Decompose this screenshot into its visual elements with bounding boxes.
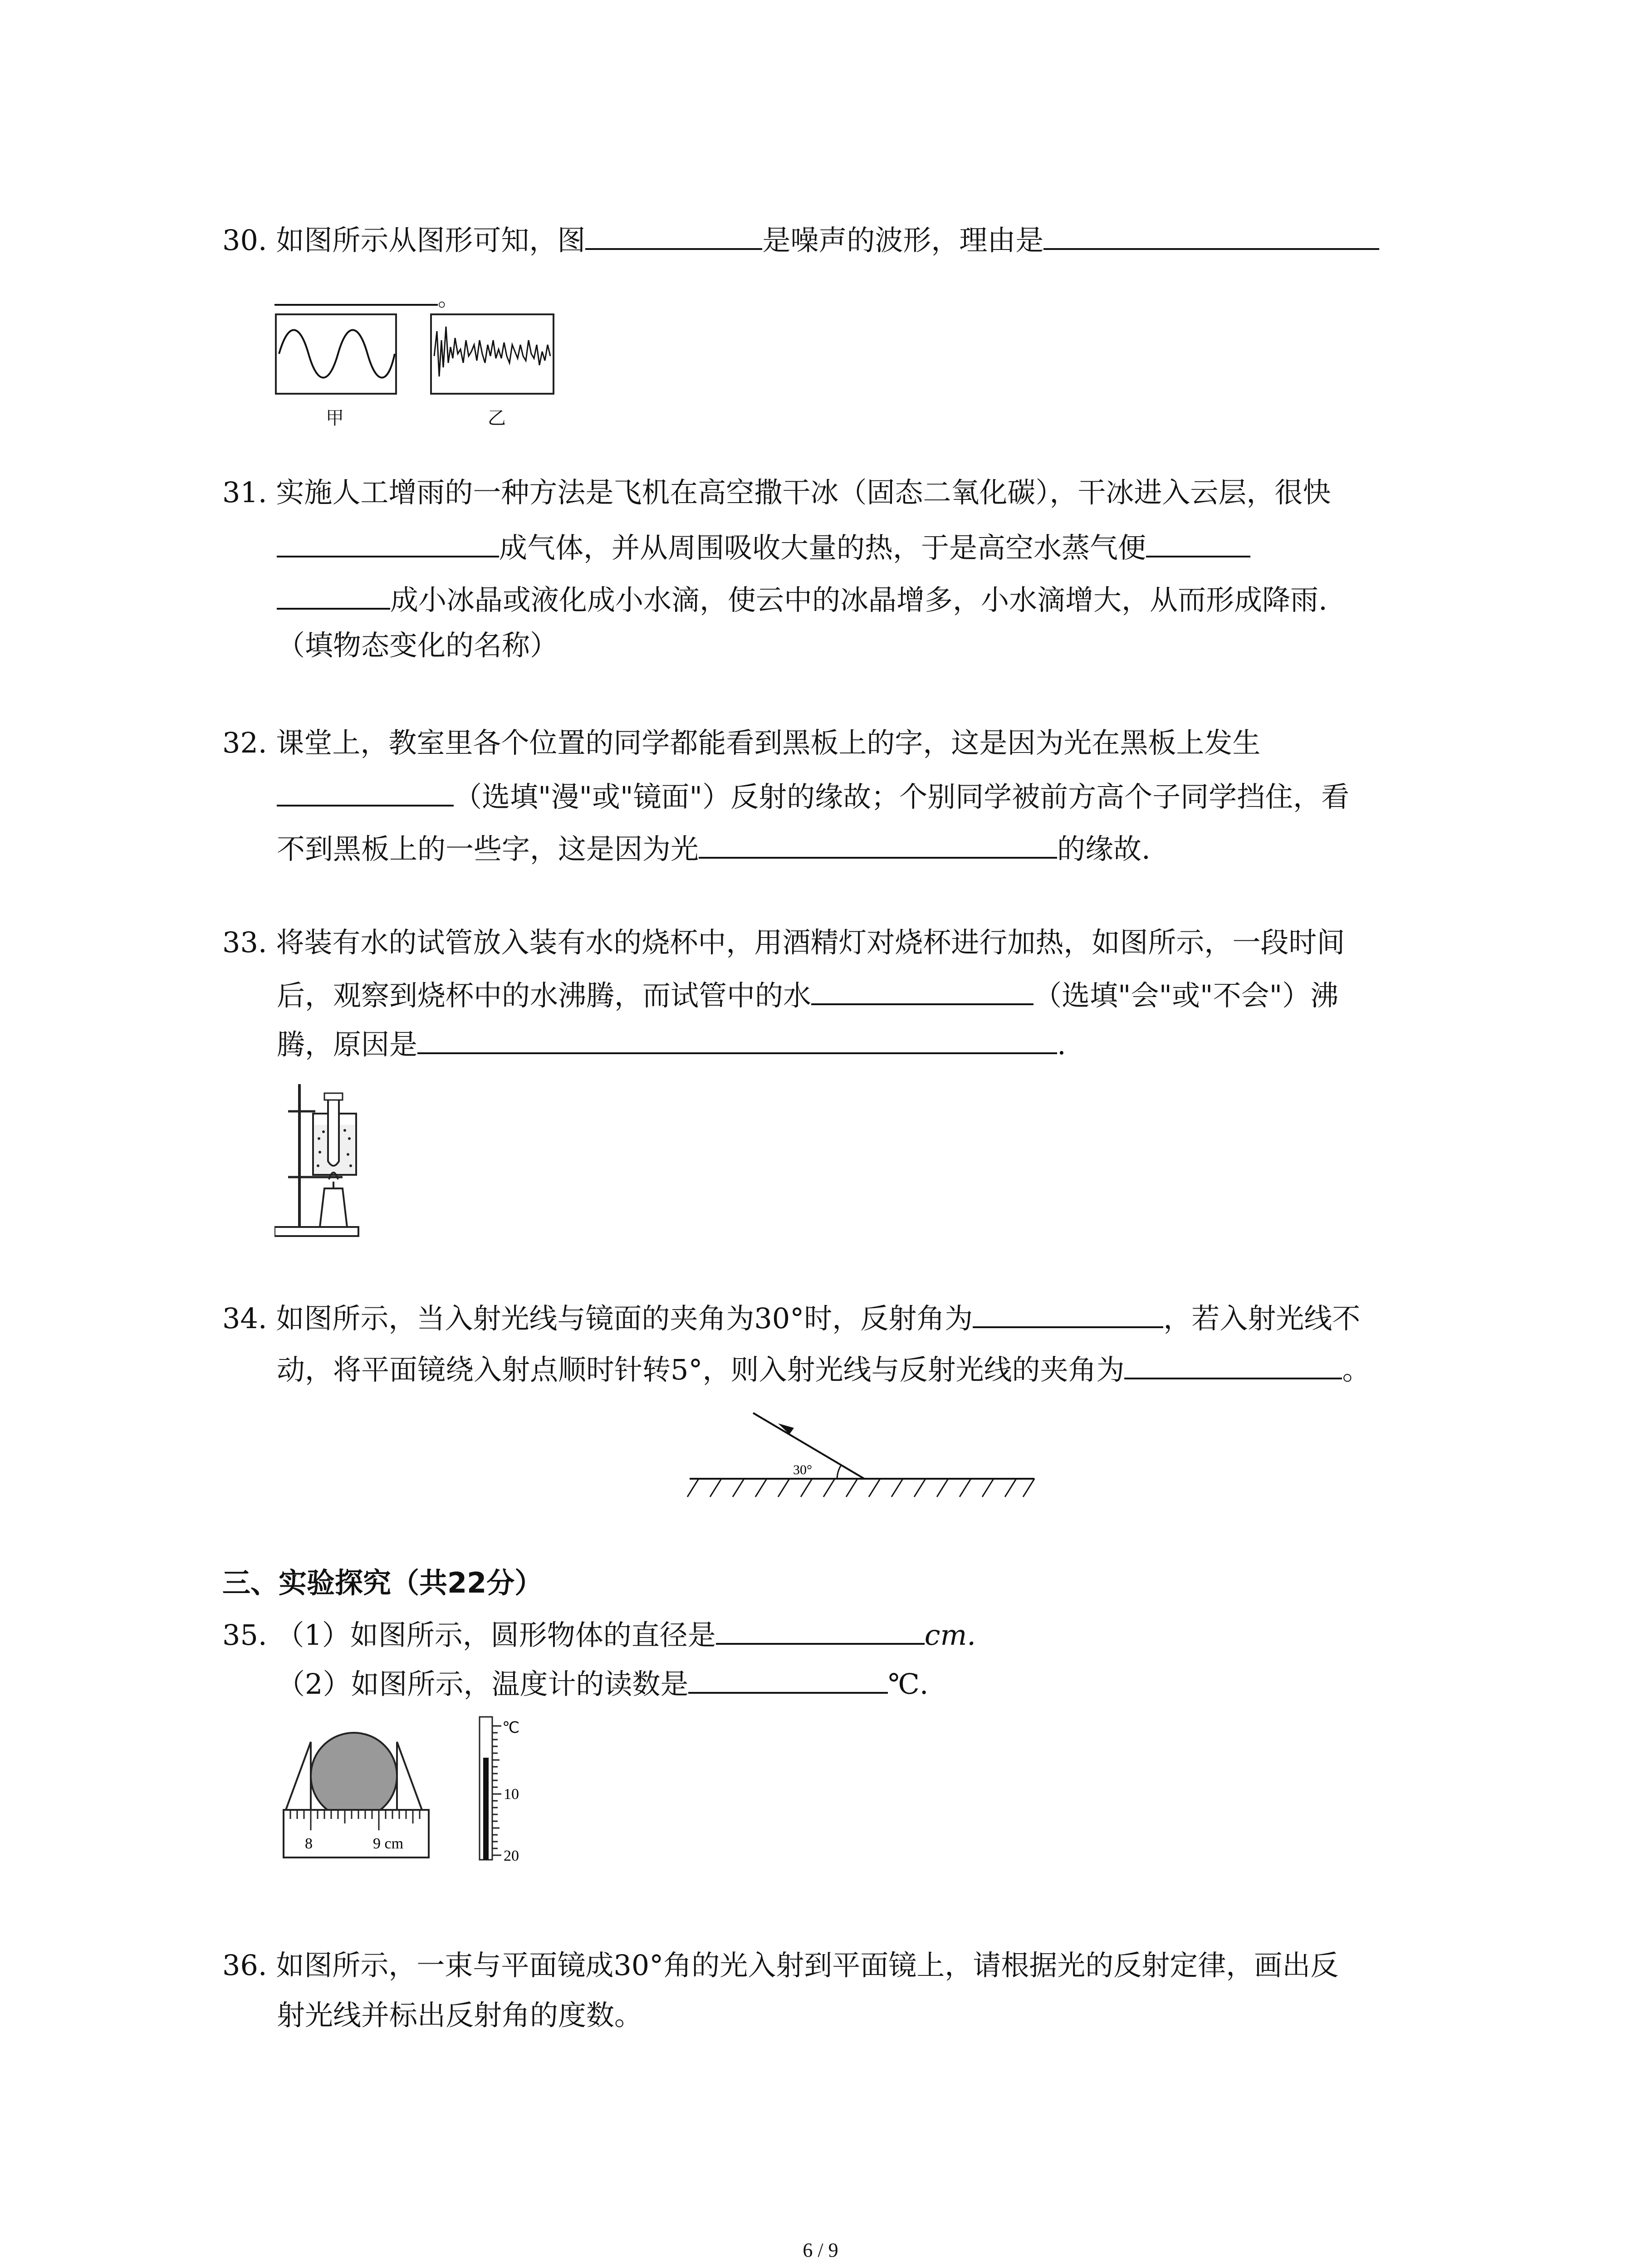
q34-number: 34. <box>222 1302 267 1335</box>
page-number: 6 / 9 <box>803 2239 838 2261</box>
ruler-label-9cm: 9 cm <box>373 1835 404 1852</box>
ruler-circle-figure <box>277 1715 440 1864</box>
q31-line2 <box>277 528 1250 565</box>
q35-line1 <box>222 1615 976 1652</box>
q30-blank-which[interactable] <box>585 220 762 250</box>
q33-text-1: 将装有水的试管放入装有水的烧杯中，用酒精灯对烧杯进行加热，如图所示，一段时间 <box>276 926 1345 959</box>
q31-number: 31. <box>222 476 267 509</box>
noise-wave-yi <box>434 327 550 376</box>
q30-number: 30. <box>222 224 267 257</box>
q32-text-2: （选填"漫"或"镜面"）反射的缘故；个别同学被前方高个子同学挡住，看 <box>454 780 1350 813</box>
q33-text-3b: . <box>1057 1028 1066 1061</box>
waveform-box-jia <box>276 314 396 394</box>
q34-line1 <box>222 1298 1360 1336</box>
q30-line2 <box>274 279 460 316</box>
test-tube <box>328 1095 339 1166</box>
q31-blank-2[interactable] <box>1146 528 1250 557</box>
q33-line2 <box>277 975 1338 1013</box>
q32-text-3a: 不到黑板上的一些字，这是因为光 <box>277 832 699 865</box>
q32-text-3b: 的缘故. <box>1057 832 1151 865</box>
q31-text-2: 成气体，并从周围吸收大量的热，于是高空水蒸气便 <box>499 531 1146 564</box>
q35-part2-text: （2）如图所示，温度计的读数是 <box>277 1667 689 1701</box>
q30-blank-reason-cont[interactable] <box>274 286 438 306</box>
label-jia: 甲 <box>326 408 344 429</box>
q34-text-2b: 。 <box>1342 1353 1371 1386</box>
q32-blank-2[interactable] <box>699 829 1057 859</box>
q35-number: 35. <box>222 1618 267 1652</box>
ruler-label-8: 8 <box>305 1835 313 1852</box>
q34-blank-2[interactable] <box>1124 1349 1342 1379</box>
q31-blank-2-cont[interactable] <box>277 580 390 610</box>
q33-line1 <box>222 925 1345 960</box>
thermometer-ticks <box>492 1726 501 1855</box>
q32-text-1: 课堂上，教室里各个位置的同学都能看到黑板上的字，这是因为光在黑板上发生 <box>276 726 1261 759</box>
q34-blank-1[interactable] <box>973 1298 1163 1328</box>
q31-text-3: 成小冰晶或液化成小水滴，使云中的冰晶增多，小水滴增大，从而形成降雨. <box>390 583 1327 616</box>
q33-blank-1[interactable] <box>811 975 1034 1005</box>
q33-number: 33. <box>222 926 267 959</box>
q31-line4 <box>277 628 558 663</box>
q35-line2 <box>277 1664 929 1701</box>
q31-blank-1[interactable] <box>277 528 499 557</box>
q31-text-1: 实施人工增雨的一种方法是飞机在高空撒干冰（固态二氧化碳），干冰进入云层，很快 <box>276 476 1331 509</box>
label-yi: 乙 <box>488 408 506 429</box>
boiling-apparatus-figure <box>274 1080 365 1243</box>
tube-clamp <box>324 1093 343 1100</box>
q32-line3 <box>277 829 1151 866</box>
q34-text-2a: 动，将平面镜绕入射点顺时针转5°，则入射光线与反射光线的夹角为 <box>277 1353 1125 1386</box>
mirror-figure <box>685 1406 1039 1506</box>
q36-line2 <box>277 1998 642 2033</box>
q36-number: 36. <box>222 1949 267 1982</box>
q32-number: 32. <box>222 726 267 759</box>
thermometer-label-10: 10 <box>504 1786 519 1803</box>
triangle-left <box>286 1742 311 1810</box>
q30-end: 。 <box>438 286 460 311</box>
q32-line2 <box>277 777 1349 814</box>
triangle-right <box>397 1742 422 1810</box>
q30-waveform-figure <box>274 313 565 431</box>
q36-line1 <box>222 1948 1338 1983</box>
q31-line3 <box>277 580 1327 617</box>
q32-blank-1[interactable] <box>277 777 454 807</box>
q35-part1-text: （1）如图所示，圆形物体的直径是 <box>276 1618 716 1652</box>
thermometer-unit: ℃ <box>502 1720 520 1736</box>
thermometer-label-20: 20 <box>504 1848 519 1864</box>
q33-text-3a: 腾，原因是 <box>277 1028 418 1061</box>
q30-line1 <box>222 220 1379 258</box>
angle-label: 30° <box>793 1462 812 1477</box>
q34-text-1b: ，若入射光线不 <box>1163 1302 1361 1335</box>
q35-blank-temperature[interactable] <box>688 1664 888 1694</box>
sine-wave-jia <box>279 330 395 378</box>
q30-text-a: 如图所示从图形可知，图 <box>276 224 586 257</box>
q33-blank-2[interactable] <box>417 1024 1057 1054</box>
round-object <box>311 1733 397 1819</box>
section-3-title: 三、实验探究（共22分） <box>222 1566 543 1599</box>
q36-text-2: 射光线并标出反射角的度数。 <box>277 1999 643 2032</box>
q30-text-b: 是噪声的波形，理由是 <box>762 224 1044 257</box>
q32-line1 <box>222 726 1260 760</box>
thermometer-liquid <box>483 1758 489 1860</box>
q31-line1 <box>222 475 1331 510</box>
q33-text-2a: 后，观察到烧杯中的水沸腾，而试管中的水 <box>277 979 812 1012</box>
mirror-hatching <box>687 1479 1034 1497</box>
q34-text-1a: 如图所示，当入射光线与镜面的夹角为30°时，反射角为 <box>276 1302 973 1335</box>
q36-text-1: 如图所示，一束与平面镜成30°角的光入射到平面镜上，请根据光的反射定律，画出反 <box>276 1949 1339 1982</box>
alcohol-lamp <box>320 1188 347 1227</box>
q33-text-2b: （选填"会"或"不会"）沸 <box>1034 979 1339 1012</box>
q33-line3 <box>277 1024 1066 1062</box>
angle-arc <box>837 1465 841 1479</box>
q35-blank-diameter[interactable] <box>716 1615 925 1645</box>
q35-part2-unit: ℃. <box>888 1667 929 1701</box>
stand-base <box>274 1227 358 1236</box>
q34-line2 <box>277 1349 1370 1387</box>
thermometer-figure <box>470 1715 542 1864</box>
q30-blank-reason[interactable] <box>1043 220 1379 250</box>
q31-text-4: （填物态变化的名称） <box>277 629 558 662</box>
q35-part1-unit: cm. <box>924 1618 976 1652</box>
